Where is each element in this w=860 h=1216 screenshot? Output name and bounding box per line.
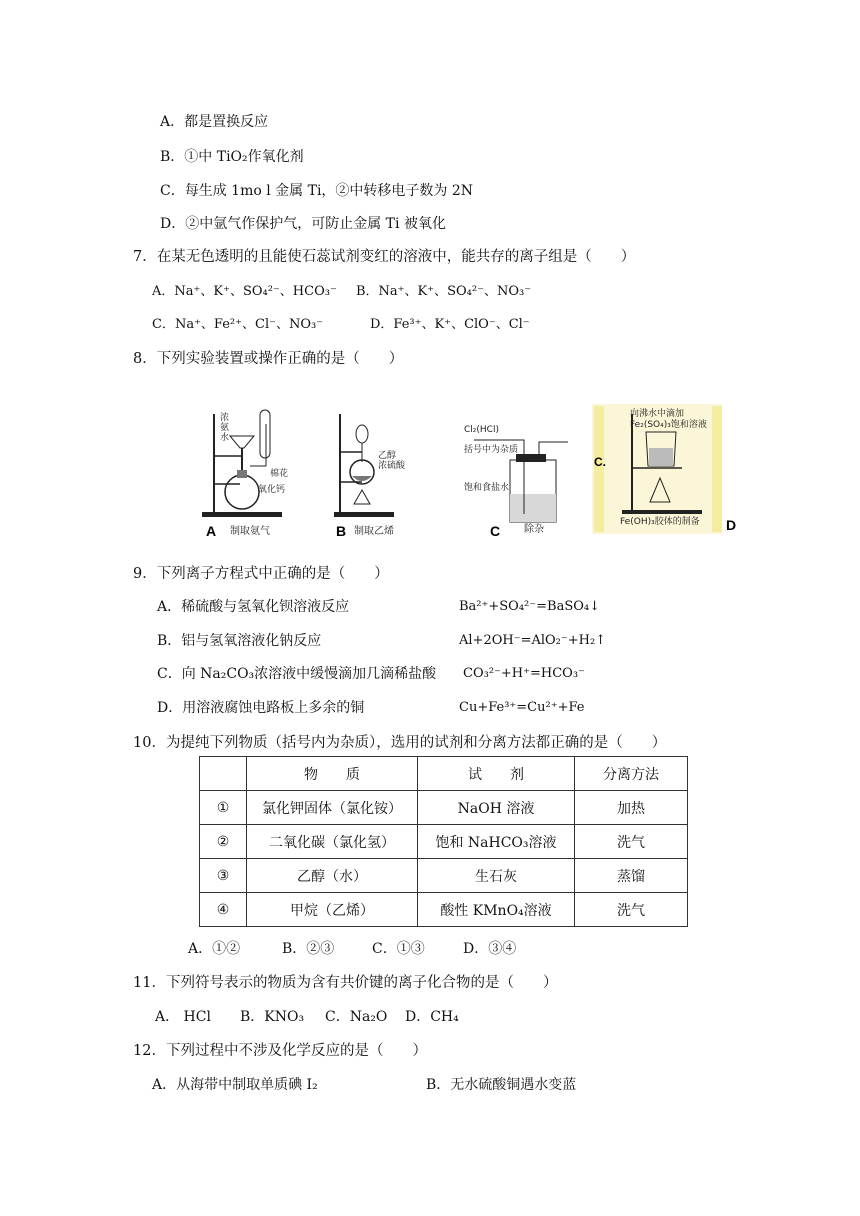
- table-cell: 洗气: [575, 893, 688, 927]
- q9-row-b-text: B．铝与氢氧溶液化钠反应: [157, 633, 322, 649]
- q8-figures: [200, 404, 740, 540]
- q9-row-c-text: C．向 Na₂CO₃浓溶液中缓慢滴加几滴稀盐酸: [157, 666, 437, 682]
- q9-stem: 9．下列离子方程式中正确的是（ ）: [133, 566, 389, 582]
- table-cell: 蒸馏: [575, 859, 688, 893]
- table-cell: ④: [200, 893, 247, 927]
- fig-d-letter: D: [726, 517, 737, 533]
- q10-table: [199, 756, 688, 927]
- fig-c-label-1: 括号中为杂质: [464, 445, 519, 455]
- table-header-cell: 分离方法: [575, 757, 688, 791]
- q7-stem: 7．在某无色透明的且能使石蕊试剂变红的溶液中，能共存的离子组是（ ）: [133, 249, 636, 265]
- table-header-cell: 试 剂: [418, 757, 575, 791]
- q7-option-c: C．Na⁺、Fe²⁺、Cl⁻、NO₃⁻: [152, 317, 324, 332]
- figure-b-ethylene: [332, 404, 422, 540]
- table-cell: 甲烷（乙烯）: [247, 893, 418, 927]
- fig-c-letter: C: [490, 523, 501, 539]
- q6-option-d: D．②中氩气作保护气，可防止金属 Ti 被氧化: [160, 216, 446, 232]
- fig-d-caption: Fe(OH)₃胶体的制备: [620, 517, 700, 527]
- q10-answer-d: D．③④: [463, 941, 517, 957]
- q12-stem: 12．下列过程中不涉及化学反应的是（ ）: [133, 1043, 427, 1059]
- table-cell: 饱和 NaHCO₃溶液: [418, 825, 575, 859]
- fig-b-caption: 制取乙烯: [354, 526, 394, 537]
- q11-option-c: C．Na₂O: [325, 1009, 388, 1025]
- q11-option-b: B．KNO₃: [240, 1009, 305, 1025]
- fig-b-letter: B: [336, 523, 347, 539]
- fig-a-letter: A: [206, 523, 217, 539]
- fig-c-caption: 除杂: [524, 524, 544, 535]
- q11-option-a: A． HCl: [155, 1009, 211, 1025]
- fig-a-label-1: 氨: [220, 423, 230, 433]
- table-cell: 乙醇（水）: [247, 859, 418, 893]
- q12-option-a: A．从海带中制取单质碘 I₂: [152, 1077, 318, 1093]
- fig-d-label-0: 向沸水中滴加: [630, 409, 685, 419]
- q9-row-d-text: D．用溶液腐蚀电路板上多余的铜: [157, 700, 365, 716]
- q8-stem: 8．下列实验装置或操作正确的是（ ）: [133, 351, 404, 367]
- fig-d-side-letter: C.: [594, 455, 606, 469]
- fig-a-label-4: 氧化钙: [258, 485, 286, 495]
- fig-a-caption: 制取氨气: [230, 526, 270, 537]
- q10-stem: 10．为提纯下列物质（括号内为杂质），选用的试剂和分离方法都正确的是（ ）: [133, 735, 667, 751]
- table-cell: NaOH 溶液: [418, 791, 575, 825]
- table-cell: 洗气: [575, 825, 688, 859]
- fig-c-label-2: 饱和食盐水: [464, 483, 510, 493]
- fig-a-label-2: 水: [220, 433, 230, 443]
- q7-option-b: B．Na⁺、K⁺、SO₄²⁻、NO₃⁻: [356, 284, 532, 299]
- table-header-cell: 物 质: [247, 757, 418, 791]
- table-cell: 加热: [575, 791, 688, 825]
- table-row: [200, 791, 688, 825]
- q9-row-d-eq: Cu+Fe³⁺=Cu²⁺+Fe: [459, 700, 585, 715]
- q7-option-a: A．Na⁺、K⁺、SO₄²⁻、HCO₃⁻: [152, 284, 337, 299]
- q11-stem: 11．下列符号表示的物质为含有共价键的离子化合物的是（ ）: [133, 975, 558, 991]
- table-row: [200, 859, 688, 893]
- q11-option-d: D．CH₄: [405, 1009, 459, 1025]
- fig-b-label-1: 浓硫酸: [378, 461, 406, 471]
- q10-answer-c: C．①③: [372, 941, 425, 957]
- table-cell: ①: [200, 791, 247, 825]
- figure-c-washing: [464, 404, 574, 540]
- q10-answer-b: B．②③: [282, 941, 335, 957]
- table-cell: ③: [200, 859, 247, 893]
- table-cell: 二氧化碳（氯化氢）: [247, 825, 418, 859]
- q9-row-c-eq: CO₃²⁻+H⁺=HCO₃⁻: [463, 666, 585, 681]
- fig-b-label-0: 乙醇: [378, 451, 397, 461]
- table-cell: 生石灰: [418, 859, 575, 893]
- table-row: [200, 893, 688, 927]
- q6-option-b: B．①中 TiO₂作氧化剂: [160, 149, 304, 165]
- q9-row-a-text: A．稀硫酸与氢氧化钡溶液反应: [157, 599, 350, 615]
- table-cell: 酸性 KMnO₄溶液: [418, 893, 575, 927]
- q6-option-a: A．都是置换反应: [160, 114, 269, 130]
- figure-d-colloid: [592, 404, 740, 540]
- fig-c-label-0: Cl₂(HCl): [464, 425, 499, 435]
- table-header-row: [200, 757, 688, 791]
- q7-option-d: D．Fe³⁺、K⁺、ClO⁻、Cl⁻: [370, 317, 530, 332]
- q9-row-a-eq: Ba²⁺+SO₄²⁻=BaSO₄↓: [459, 599, 600, 614]
- q12-option-b: B．无水硫酸铜遇水变蓝: [426, 1077, 577, 1093]
- table-cell: 氯化钾固体（氯化铵）: [247, 791, 418, 825]
- fig-d-label-1: Fe₂(SO₄)₃饱和溶液: [630, 420, 707, 430]
- q10-answer-a: A．①②: [188, 941, 241, 957]
- q6-option-c: C．每生成 1mo l 金属 Ti，②中转移电子数为 2N: [160, 183, 474, 199]
- table-cell: ②: [200, 825, 247, 859]
- table-row: [200, 825, 688, 859]
- q9-row-b-eq: Al+2OH⁻=AlO₂⁻+H₂↑: [459, 633, 607, 648]
- figure-a-ammonia: [200, 404, 310, 540]
- fig-a-label-3: 棉花: [270, 469, 289, 479]
- table-header-cell: [200, 757, 247, 791]
- fig-a-label-0: 浓: [220, 413, 230, 423]
